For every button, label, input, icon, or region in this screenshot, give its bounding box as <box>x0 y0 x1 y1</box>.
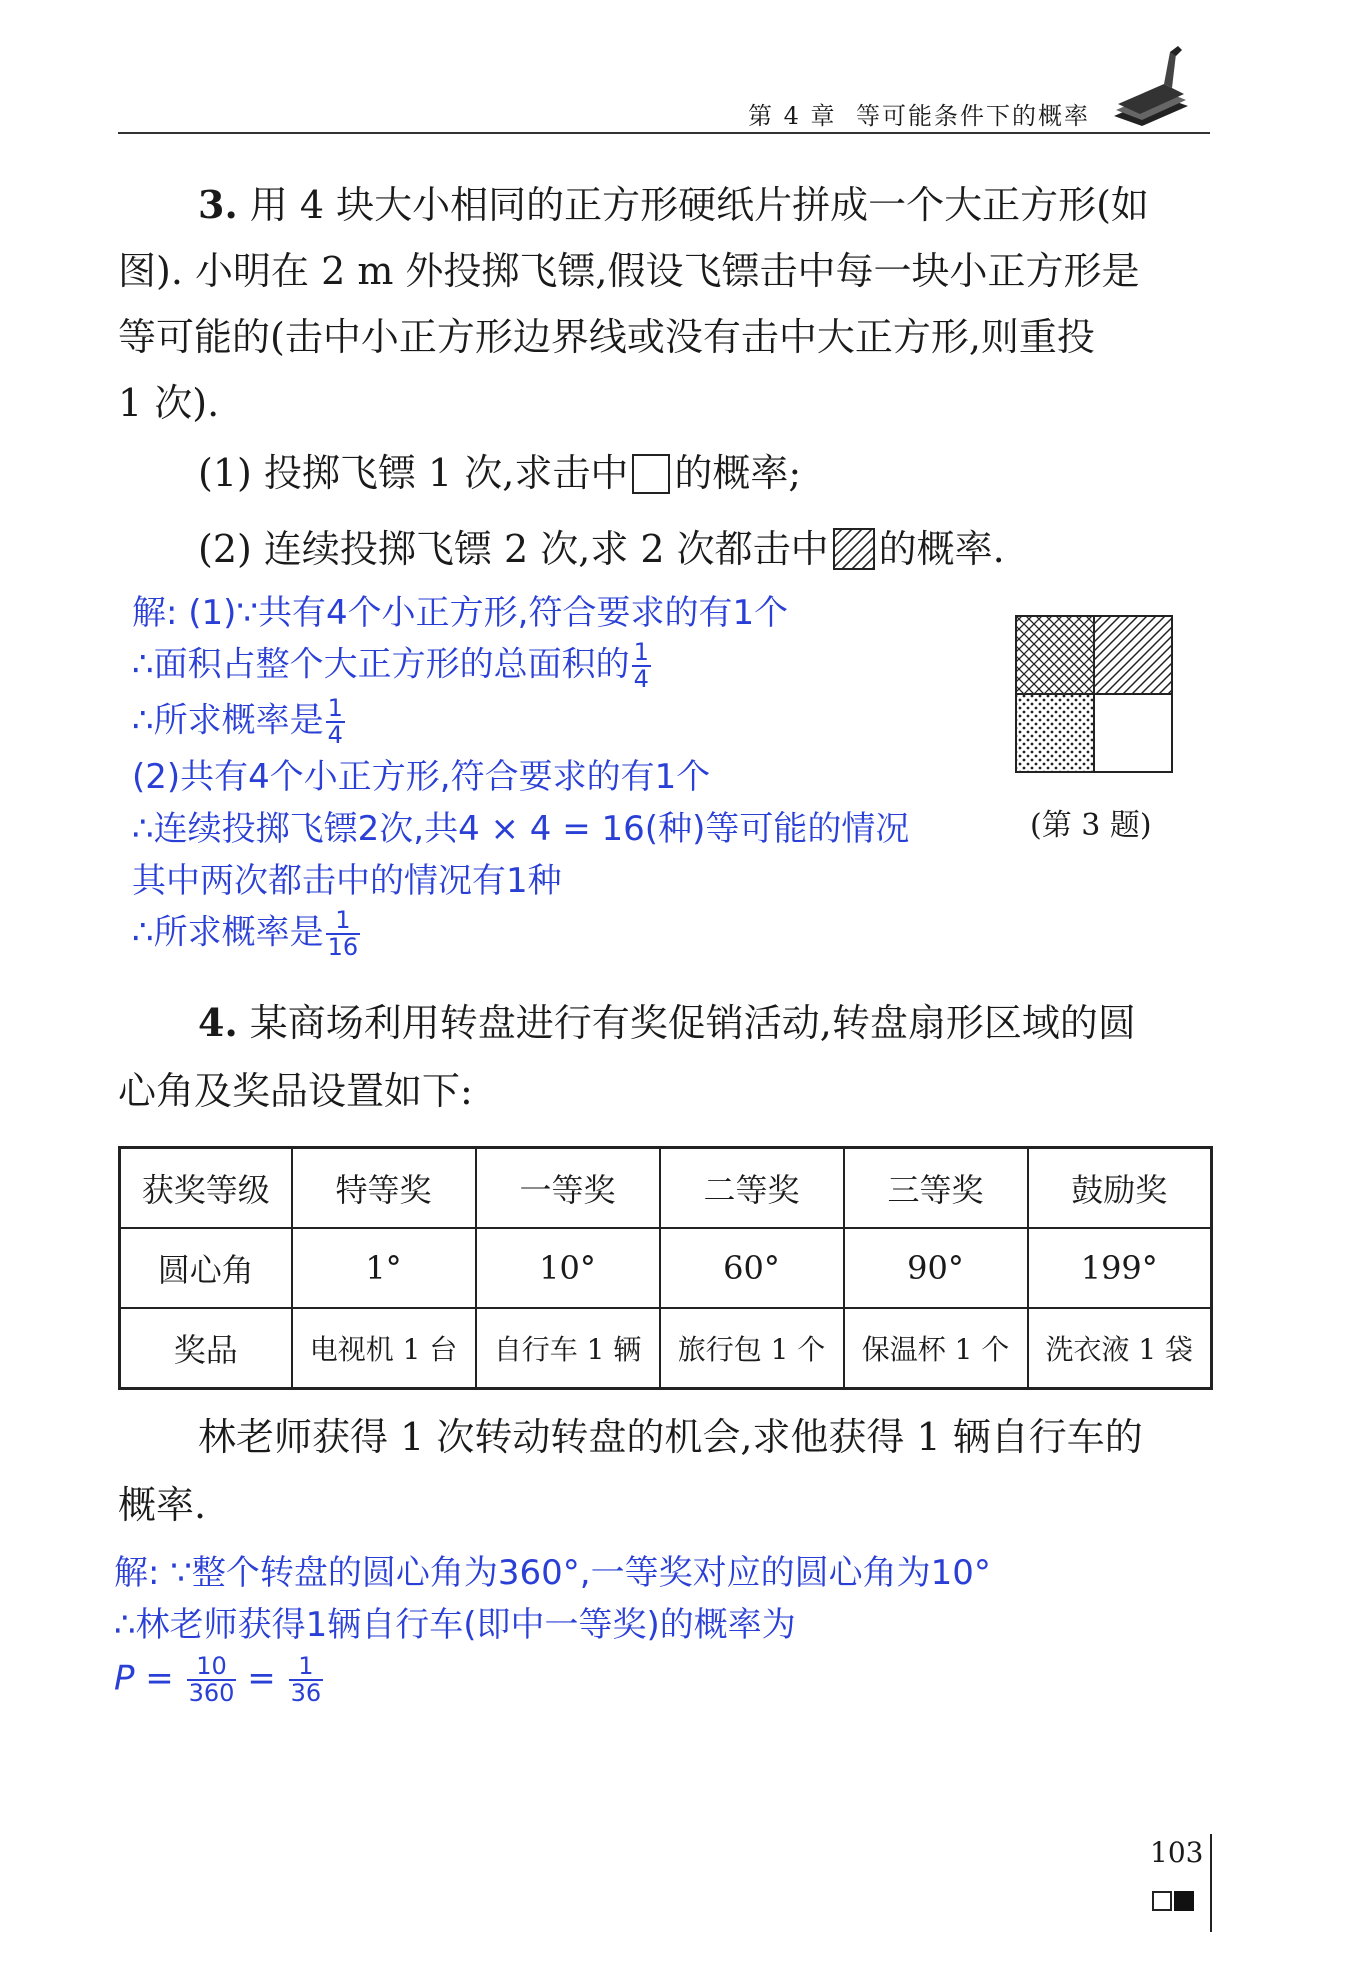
q3-line-1 <box>198 182 1149 227</box>
answer3-line-2 <box>132 640 651 692</box>
answer4-line-2: ∴林老师获得1辆自行车(即中一等奖)的概率为 <box>114 1605 796 1645</box>
footer-vertical-rule <box>1210 1834 1212 1932</box>
empty-square-icon <box>1152 1891 1172 1911</box>
filled-square-icon <box>1174 1891 1194 1911</box>
book-icon <box>1108 44 1192 128</box>
q3-figure <box>1014 614 1174 774</box>
fraction-denominator: 4 <box>327 721 343 750</box>
header-chapter: 第 4 章 <box>748 102 837 130</box>
answer3-line-6: 其中两次都击中的情况有1种 <box>132 861 562 901</box>
q4-after-line-1: 林老师获得 1 次转动转盘的机会,求他获得 1 辆自行车的 <box>198 1415 1143 1459</box>
page-number: 103 <box>1150 1836 1204 1869</box>
table-row <box>120 1228 1212 1308</box>
blank-square-icon <box>632 454 670 494</box>
q3-line-2: 图). 小明在 2 m 外投掷飞镖,假设飞镖击中每一块小正方形是 <box>118 249 1140 293</box>
fraction-numerator: 1 <box>327 694 343 722</box>
table-cell: 三等奖 <box>844 1148 1028 1229</box>
table-cell: 鼓励奖 <box>1028 1148 1212 1229</box>
q4-line-2: 心角及奖品设置如下: <box>118 1069 473 1113</box>
figure-cell-hatched <box>1094 616 1172 694</box>
figure-cell-blank <box>1094 694 1172 772</box>
fraction-numerator: 1 <box>326 908 361 935</box>
answer3-line-3-text: ∴所求概率是 <box>132 700 324 741</box>
answer3-line-7 <box>132 908 360 960</box>
q3-part1-tail: 的概率; <box>674 451 802 495</box>
q4-line-1 <box>198 1000 1136 1045</box>
answer4-p-label: P = <box>114 1658 174 1699</box>
table-cell: 一等奖 <box>476 1148 660 1229</box>
table-row <box>120 1308 1212 1389</box>
fraction <box>289 1654 324 1706</box>
table-cell: 自行车 1 辆 <box>476 1308 660 1389</box>
fraction <box>187 1654 237 1706</box>
table-cell: 1° <box>292 1228 476 1308</box>
q3-part2 <box>198 528 1005 570</box>
q4-text-1: 某商场利用转盘进行有奖促销活动,转盘扇形区域的圆 <box>249 1001 1136 1045</box>
q4-number: 4. <box>198 1000 238 1045</box>
answer4-line-1: 解: ∵整个转盘的圆心角为360°,一等奖对应的圆心角为10° <box>114 1553 991 1593</box>
answer3-line-1: 解: (1)∵共有4个小正方形,符合要求的有1个 <box>132 593 789 633</box>
table-cell: 60° <box>660 1228 844 1308</box>
fraction <box>326 908 361 960</box>
header-rule <box>118 132 1210 134</box>
hatched-square-icon <box>833 528 875 570</box>
fraction-denominator: 36 <box>290 1679 322 1708</box>
table-cell: 90° <box>844 1228 1028 1308</box>
q3-line-4: 1 次). <box>118 381 220 425</box>
fraction <box>326 696 345 748</box>
table-cell: 获奖等级 <box>120 1148 292 1229</box>
q3-part1 <box>198 451 802 495</box>
fraction-numerator: 10 <box>187 1654 237 1681</box>
table-cell: 电视机 1 台 <box>292 1308 476 1389</box>
header-title: 等可能条件下的概率 <box>856 102 1090 130</box>
q3-text-1: 用 4 块大小相同的正方形硬纸片拼成一个大正方形(如 <box>249 183 1149 227</box>
table-cell: 奖品 <box>120 1308 292 1389</box>
answer3-line-2-text: ∴面积占整个大正方形的总面积的 <box>132 644 630 685</box>
table-row <box>120 1148 1212 1229</box>
footer-marks <box>1152 1890 1194 1911</box>
fraction <box>632 640 651 692</box>
prize-table <box>118 1146 1213 1390</box>
q3-part2-tail: 的概率. <box>878 527 1005 571</box>
table-cell: 旅行包 1 个 <box>660 1308 844 1389</box>
fraction-numerator: 1 <box>289 1654 324 1681</box>
table-cell: 圆心角 <box>120 1228 292 1308</box>
figure-cell-crosshatch <box>1016 616 1094 694</box>
table-cell: 保温杯 1 个 <box>844 1308 1028 1389</box>
answer3-line-3 <box>132 696 345 748</box>
table-cell: 10° <box>476 1228 660 1308</box>
q3-line-3: 等可能的(击中小正方形边界线或没有击中大正方形,则重投 <box>118 315 1095 359</box>
table-cell: 特等奖 <box>292 1148 476 1229</box>
table-cell: 199° <box>1028 1228 1212 1308</box>
fraction-numerator: 1 <box>633 638 649 666</box>
table-cell: 洗衣液 1 袋 <box>1028 1308 1212 1389</box>
answer3-line-4: (2)共有4个小正方形,符合要求的有1个 <box>132 757 711 797</box>
answer4-equals: = <box>247 1658 276 1699</box>
fraction-denominator: 360 <box>188 1679 235 1708</box>
answer4-line-3 <box>114 1654 323 1706</box>
fraction-denominator: 4 <box>633 665 649 694</box>
q3-figure-caption: (第 3 题) <box>1030 808 1152 843</box>
q3-part2-text: (2) 连续投掷飞镖 2 次,求 2 次都击中 <box>198 527 829 571</box>
answer3-line-7-text: ∴所求概率是 <box>132 912 324 953</box>
q3-part1-text: (1) 投掷飞镖 1 次,求击中 <box>198 451 629 495</box>
q3-number: 3. <box>198 182 238 227</box>
table-cell: 二等奖 <box>660 1148 844 1229</box>
q4-after-line-2: 概率. <box>118 1483 207 1527</box>
fraction-denominator: 16 <box>327 933 359 962</box>
figure-cell-dotted <box>1016 694 1094 772</box>
answer3-line-5: ∴连续投掷飞镖2次,共4 × 4 = 16(种)等可能的情况 <box>132 809 910 849</box>
